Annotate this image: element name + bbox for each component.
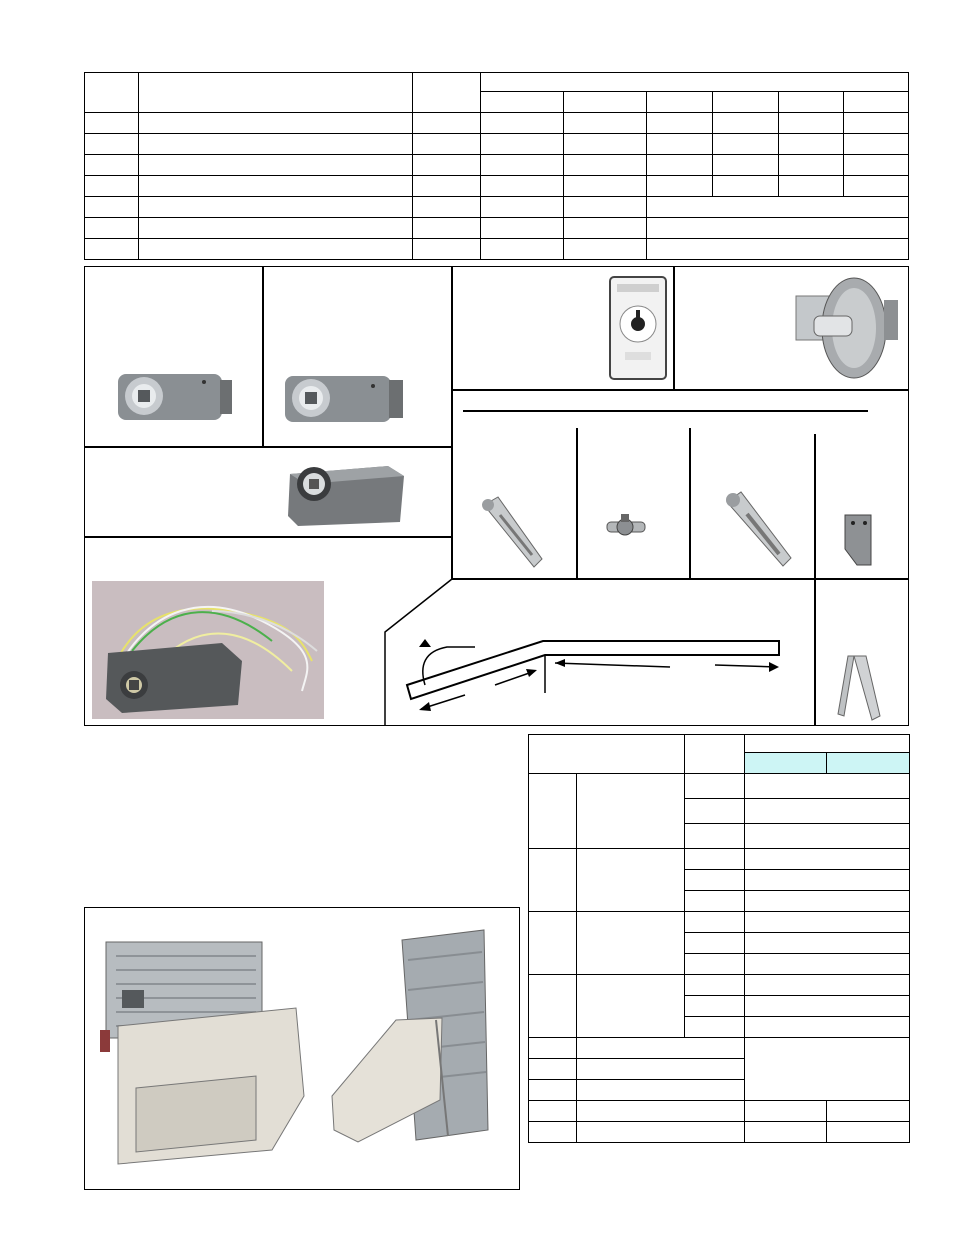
table-row: [529, 1101, 910, 1122]
actuator-photo-2: [275, 370, 410, 430]
mounting-bracket-photo: [843, 513, 875, 567]
divider: [576, 428, 578, 578]
divider: [451, 389, 909, 391]
actuator-photo-3: [280, 460, 410, 530]
wired-actuator-photo: [92, 581, 324, 719]
divider: [84, 536, 451, 538]
divider: [262, 266, 264, 446]
divider: [451, 266, 453, 580]
divider: [673, 266, 675, 390]
divider: [463, 410, 868, 412]
actuator-photo-1: [108, 368, 238, 428]
divider: [451, 578, 909, 580]
table-row: [85, 218, 909, 239]
linkage-arm-photo-1: [472, 493, 552, 571]
table-row: [85, 134, 909, 155]
swivel-connector-photo: [603, 512, 649, 542]
linkage-diagram: [395, 625, 795, 720]
top-spec-table: [84, 72, 909, 260]
table-row: [529, 735, 910, 753]
table-row: [85, 113, 909, 134]
table-row: [85, 73, 909, 92]
table-row: [85, 197, 909, 218]
dial-timer-photo: [609, 276, 667, 380]
table-row: [85, 155, 909, 176]
table-row: [85, 176, 909, 197]
right-spec-table: [528, 734, 910, 1143]
divider: [84, 446, 451, 448]
crank-arm-photo: [834, 654, 884, 722]
table-row: [529, 849, 910, 870]
damper-hood-photo: [96, 920, 508, 1180]
table-row: [529, 975, 910, 996]
divider: [689, 428, 691, 578]
linkage-arm-photo-2: [717, 488, 797, 570]
table-row: [529, 912, 910, 933]
table-row: [529, 1038, 910, 1059]
table-row: [529, 774, 910, 799]
table-row: [529, 1122, 910, 1143]
pressure-switch-photo: [792, 270, 904, 384]
divider: [814, 434, 816, 726]
table-row: [85, 239, 909, 260]
